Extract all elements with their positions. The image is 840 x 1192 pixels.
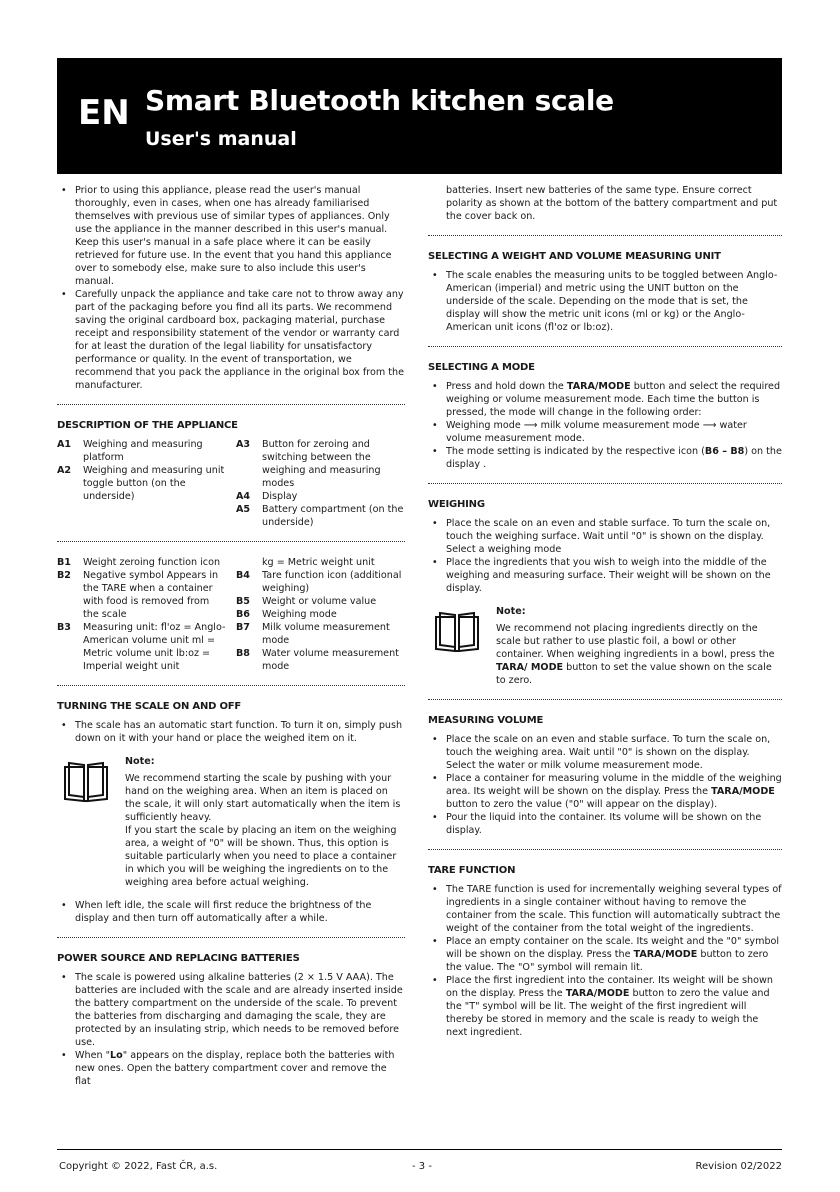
part-text: Weight or volume value xyxy=(262,596,377,607)
part-row xyxy=(236,608,405,621)
part-text: Battery compartment (on the underside) xyxy=(262,504,404,528)
part-row xyxy=(236,490,405,503)
note-title: Note: xyxy=(496,606,526,617)
list-item: • The scale is powered using alkaline batteries (2 × 1.5 V AAA). The batteries are included with the scale and are already inserted inside the battery compartment on the underside of the scale. To prevent the batteries from discharging and damaging the scale, they are protected by an insulating strip, which needs to be removed before use. xyxy=(57,971,405,1049)
note-box xyxy=(428,605,782,687)
section-heading: SELECTING A MODE xyxy=(428,362,535,373)
footer-rule xyxy=(57,1149,782,1150)
parts-col xyxy=(57,438,226,529)
note-text: If you start the scale by placing an item on the weighing area, a weight of "0" will be shown. Thus, this option is suitable particularly when you need to place a container in which you will be weighing the ingredients on to the weighing area before actual weighing. xyxy=(125,825,397,888)
part-text: Negative symbol Appears in the TARE when a container with food is removed from the scale xyxy=(83,570,219,620)
parts-col xyxy=(236,556,405,673)
revision: Revision 02/2022 xyxy=(695,1161,782,1172)
dotted-divider xyxy=(428,699,782,700)
part-text: Water volume measurement mode xyxy=(262,648,399,672)
part-code: B4 xyxy=(236,570,250,581)
part-text: Weighing and measuring unit toggle button (on the underside) xyxy=(83,465,225,502)
part-row xyxy=(57,438,226,464)
dotted-divider xyxy=(428,483,782,484)
parts-col xyxy=(57,556,226,673)
section-heading: POWER SOURCE AND REPLACING BATTERIES xyxy=(57,953,300,964)
part-text: Weight zeroing function icon xyxy=(83,557,221,568)
section-heading: TARE FUNCTION xyxy=(428,865,516,876)
part-row xyxy=(236,621,405,647)
note-title: Note: xyxy=(125,756,155,767)
continued-text: batteries. Insert new batteries of the same type. Ensure correct polarity as shown at the bottom of the battery compartment and put the cover back on. xyxy=(446,185,778,222)
dotted-divider xyxy=(428,346,782,347)
language-code: EN xyxy=(78,93,130,133)
parts-list-a xyxy=(57,438,405,529)
list-item: • Place a container for measuring volume in the middle of the weighing area. Its weight will be shown on the display. Press the TARA/MODE button to zero the value ("0" will appear on the display). xyxy=(428,772,782,811)
intro-item: • Carefully unpack the appliance and take care not to throw away any part of the packaging before you find all its parts. We recommend saving the original cardboard box, packaging material, purchase receipt and responsibility statement of the vendor or warranty card for at least the duration of the legal liability for unsatisfactory performance or quality. In the event of transportation, we recommend that you pack the appliance in the original box from the manufacturer. xyxy=(57,288,405,392)
dotted-divider xyxy=(57,937,405,938)
section-heading: WEIGHING xyxy=(428,499,485,510)
part-code: A2 xyxy=(57,465,72,476)
list-item: • When left idle, the scale will first reduce the brightness of the display and then turn off automatically after a while. xyxy=(57,899,405,925)
part-code: A3 xyxy=(236,439,251,450)
section-heading: DESCRIPTION OF THE APPLIANCE xyxy=(57,420,238,431)
list-item: • Place an empty container on the scale. Its weight and the "0" symbol will be shown on the display. Press the TARA/MODE button to zero the value. The "O" symbol will remain lit. xyxy=(428,935,782,974)
dotted-divider xyxy=(428,849,782,850)
book-icon xyxy=(434,611,480,653)
part-row xyxy=(57,569,226,621)
part-code: B7 xyxy=(236,622,250,633)
part-row xyxy=(57,464,226,503)
list-item: • The mode setting is indicated by the respective icon (B6 – B8) on the display . xyxy=(428,445,782,471)
section-heading: SELECTING A WEIGHT AND VOLUME MEASURING UNIT xyxy=(428,251,721,262)
page-title: Smart Bluetooth kitchen scale xyxy=(145,84,614,117)
list-item: • Place the first ingredient into the container. Its weight will be shown on the display. Press the TARA/MODE button to zero the value and the "T" symbol will be lit. The weight of the first ingredient will thereby be stored in memory and the scale is ready to weigh the next ingredient. xyxy=(428,974,782,1039)
part-row xyxy=(236,503,405,529)
book-icon xyxy=(63,761,109,803)
part-text: kg = Metric weight unit xyxy=(262,557,375,568)
part-code: B5 xyxy=(236,596,250,607)
dotted-divider xyxy=(57,541,405,542)
note-text: We recommend starting the scale by pushing with your hand on the weighing area. When an item is placed on the scale, it will only start automatically when the item is sufficiently heavy. xyxy=(125,773,401,823)
dotted-divider xyxy=(428,235,782,236)
page-subtitle: User's manual xyxy=(145,128,297,150)
part-code: A1 xyxy=(57,439,72,450)
list-item: • Pour the liquid into the container. Its volume will be shown on the display. xyxy=(428,811,782,837)
copyright: Copyright © 2022, Fast ČR, a.s. xyxy=(59,1161,218,1172)
section-heading: MEASURING VOLUME xyxy=(428,715,544,726)
part-row xyxy=(57,556,226,569)
part-row xyxy=(236,556,405,569)
part-text: Milk volume measurement mode xyxy=(262,622,390,646)
right-column xyxy=(428,184,782,1039)
part-row xyxy=(57,621,226,673)
page-number: - 3 - xyxy=(412,1161,432,1172)
part-text: Weighing and measuring platform xyxy=(83,439,203,463)
note-box xyxy=(57,755,405,889)
part-text: Tare function icon (additional weighing) xyxy=(262,570,402,594)
part-code: B2 xyxy=(57,570,71,581)
parts-col xyxy=(236,438,405,529)
part-row xyxy=(236,647,405,673)
part-code: A5 xyxy=(236,504,251,515)
title-banner xyxy=(57,58,782,174)
part-code: B3 xyxy=(57,622,71,633)
list-item: • The scale enables the measuring units to be toggled between Anglo-American (imperial) and metric using the UNIT button on the underside of the scale. Depending on the mode that is set, the display will show the metric unit icons (ml or kg) or the Anglo-American unit icons (fl'oz or lb:oz). xyxy=(428,269,782,334)
note-text: We recommend not placing ingredients directly on the scale but rather to use plastic foil, a bowl or other container. When weighing ingredients in a bowl, press the TARA/ MODE button to set the value shown on the scale to zero. xyxy=(496,623,775,686)
list-item: • The TARE function is used for incrementally weighing several types of ingredients in a single container without having to remove the container from the scale. This function will automatically subtract the weight of the container from the total weight of the ingredients. xyxy=(428,883,782,935)
dotted-divider xyxy=(57,685,405,686)
parts-list-b xyxy=(57,556,405,673)
list-item: • Place the ingredients that you wish to weigh into the middle of the weighing and measuring surface. Their weight will be shown on the display. xyxy=(428,556,782,595)
intro-item: • Prior to using this appliance, please read the user's manual thoroughly, even in cases, when one has already familiarised themselves with previous use of similar types of appliances. Only use the appliance in the manner described in this user's manual. Keep this user's manual in a safe place where it can be easily retrieved for future use. In the event that you hand this appliance over to somebody else, make sure to also include this user's manual. xyxy=(57,184,405,288)
part-code xyxy=(236,556,262,569)
list-item: • The scale has an automatic start function. To turn it on, simply push down on it with your hand or place the weighed item on it. xyxy=(57,719,405,745)
dotted-divider xyxy=(57,404,405,405)
part-text: Weighing mode xyxy=(262,609,337,620)
section-heading: TURNING THE SCALE ON AND OFF xyxy=(57,701,242,712)
part-code: B8 xyxy=(236,648,250,659)
part-row xyxy=(236,595,405,608)
left-column xyxy=(57,184,405,1088)
part-text: Button for zeroing and switching between the weighing and measuring modes xyxy=(262,439,381,489)
part-row xyxy=(236,438,405,490)
part-code: A4 xyxy=(236,491,251,502)
part-row xyxy=(236,569,405,595)
part-text: Display xyxy=(262,491,298,502)
list-item: • When "Lo" appears on the display, replace both the batteries with new ones. Open the battery compartment cover and remove the flat xyxy=(57,1049,405,1088)
list-item: • Place the scale on an even and stable surface. To turn the scale on, touch the weighing area. Wait until "0" is shown on the display. Select the water or milk volume measurement mode. xyxy=(428,733,782,772)
part-code: B1 xyxy=(57,557,71,568)
list-item: • Press and hold down the TARA/MODE button and select the required weighing or volume measurement mode. Each time the button is pressed, the mode will change in the following order: xyxy=(428,380,782,419)
list-item: • Place the scale on an even and stable surface. To turn the scale on, touch the weighing surface. Wait until "0" is shown on the display. Select a weighing mode xyxy=(428,517,782,556)
part-text: Measuring unit: fl'oz = Anglo-American volume unit ml = Metric volume unit lb:oz = Imperial weight unit xyxy=(83,622,226,672)
list-item: • Weighing mode ⟶ milk volume measurement mode ⟶ water volume measurement mode. xyxy=(428,419,782,445)
part-code: B6 xyxy=(236,609,250,620)
